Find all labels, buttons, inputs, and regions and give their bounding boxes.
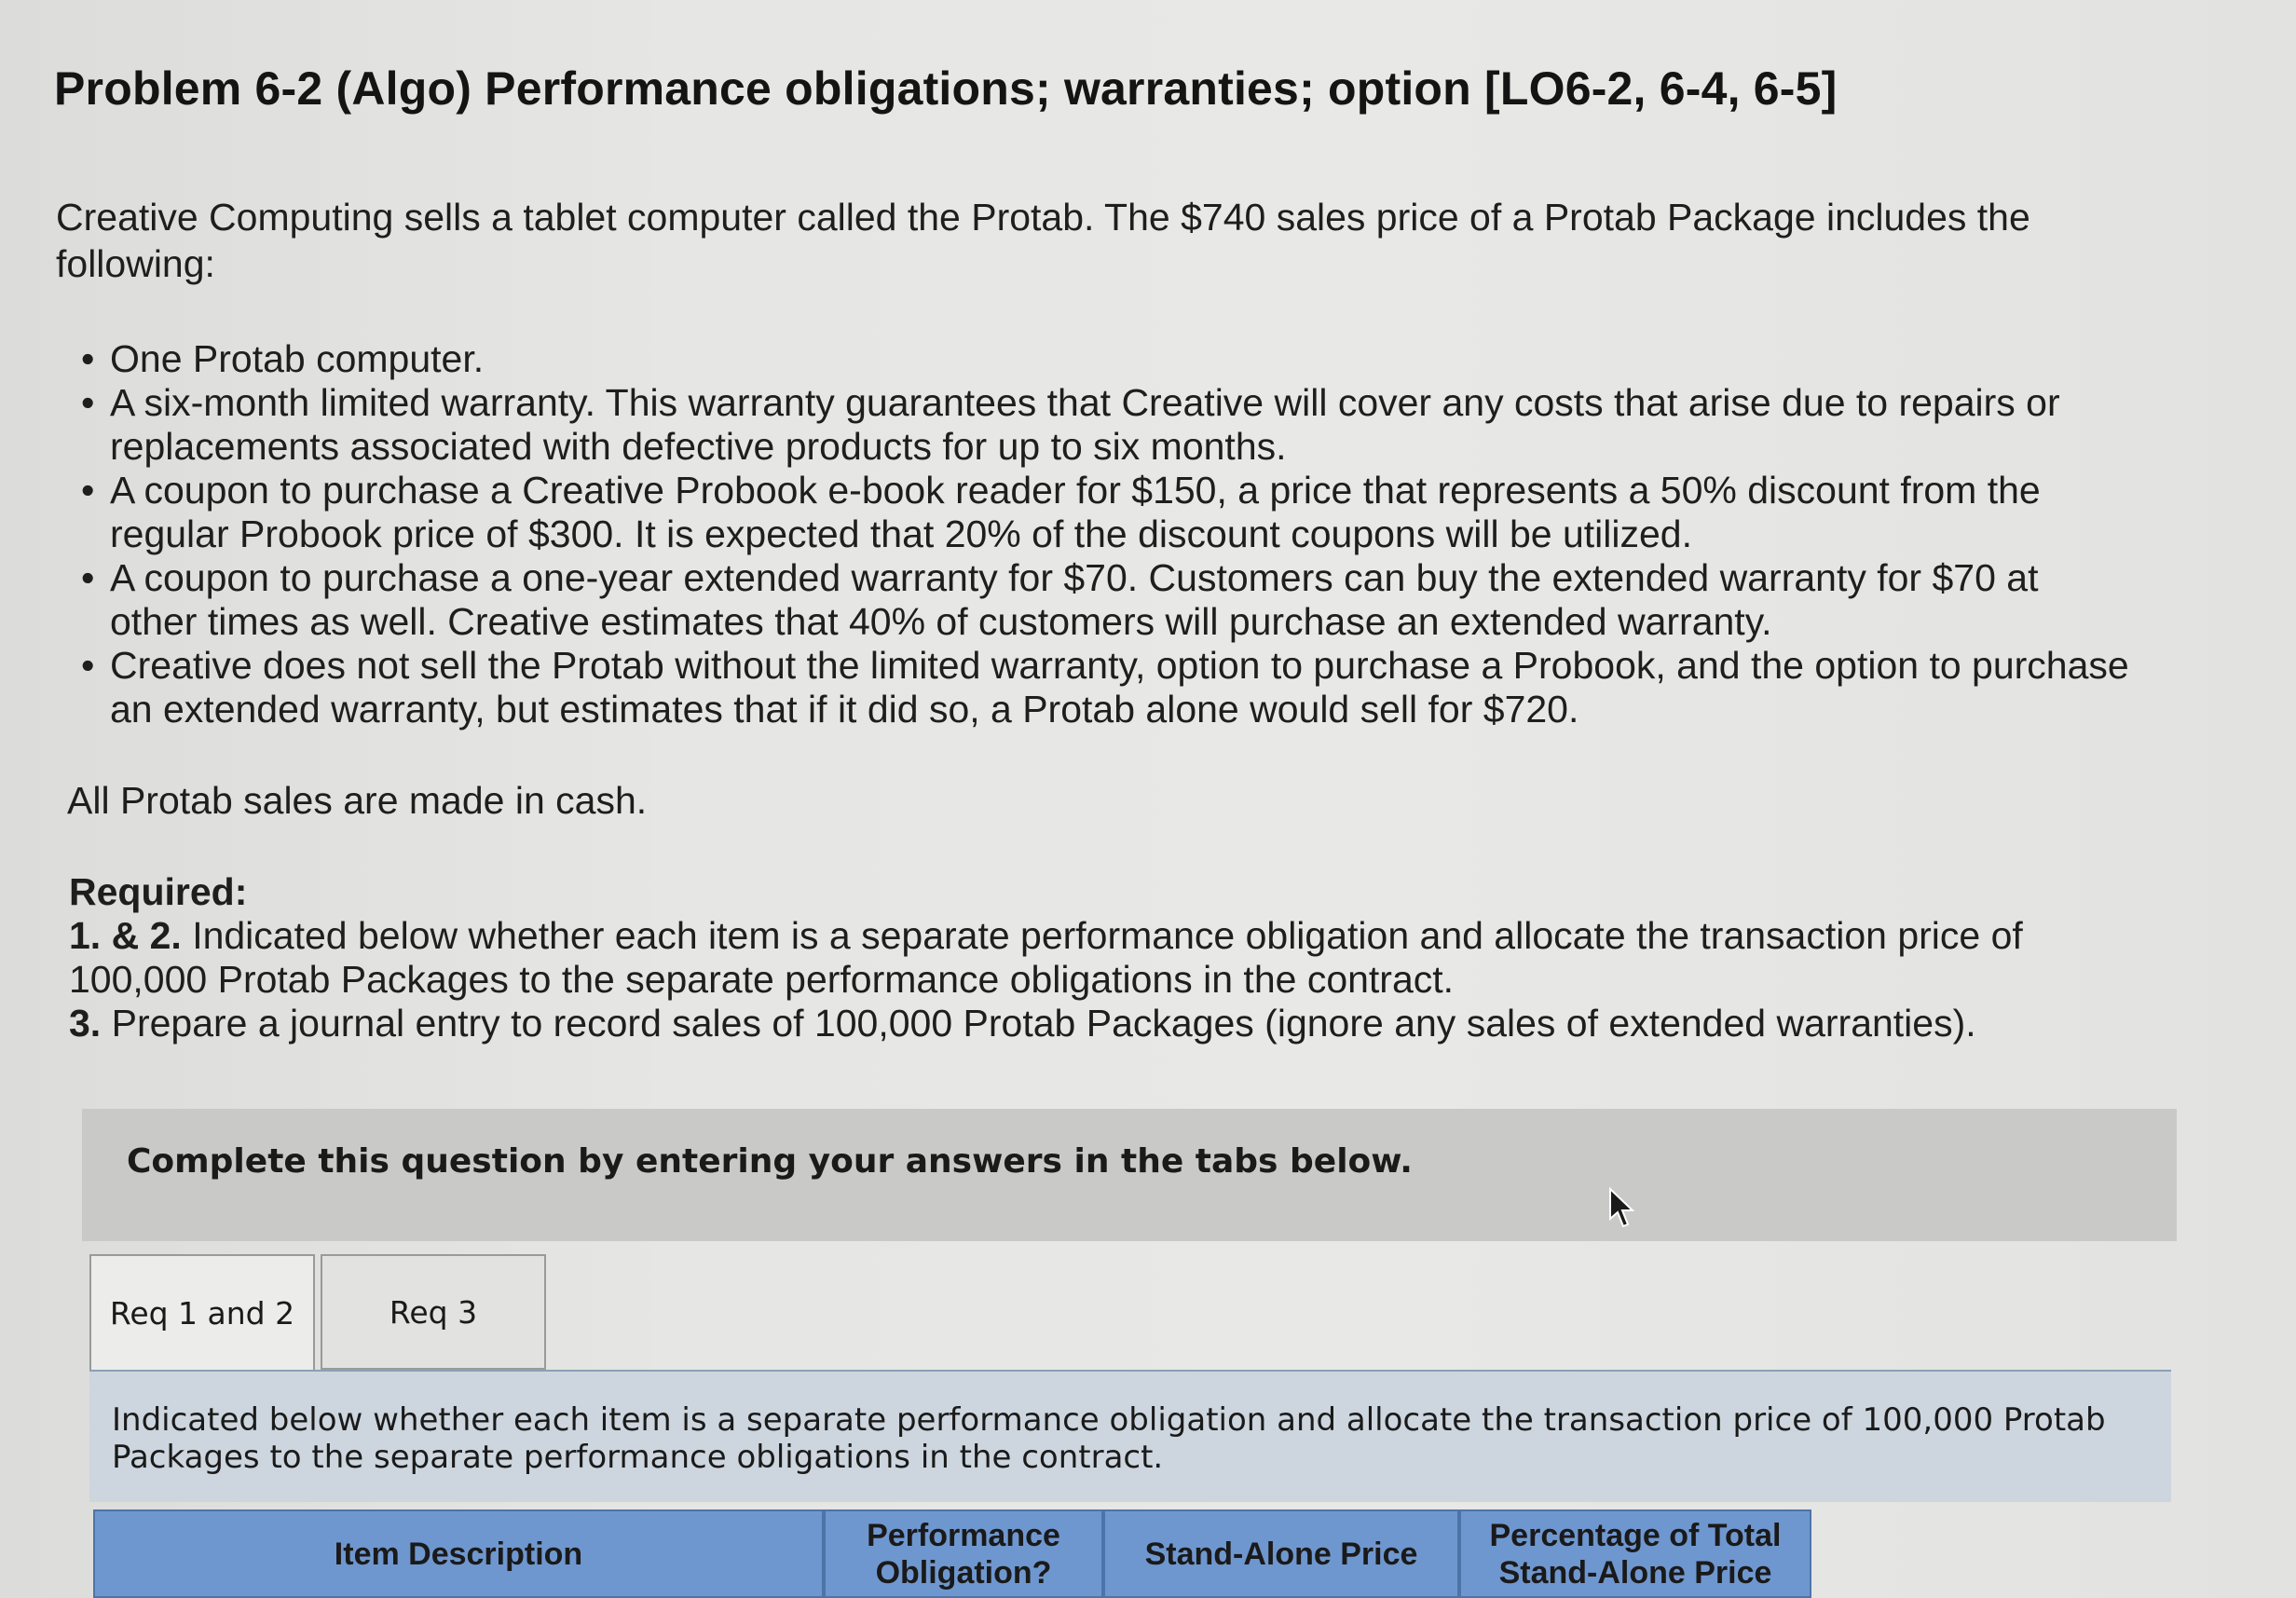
list-item <box>56 337 2134 381</box>
list-item-text: A six-month limited warranty. This warranty guarantees that Creative will cover any costs that arise due to repairs or replacements associated with defective products for up to six months. <box>110 381 2060 468</box>
tab-panel-text: Indicated below whether each item is a separate performance obligation and allocate the transaction price of 100,000 Protab Packages to the separate performance obligations in the contract. <box>112 1401 2106 1476</box>
list-item <box>56 644 2134 731</box>
tab-req-3[interactable]: Req 3 <box>321 1254 546 1370</box>
required-heading: Required: <box>69 870 248 913</box>
allocation-table-header <box>93 1509 1811 1598</box>
bullet-icon: • <box>81 644 95 687</box>
instruction-text: Complete this question by entering your answers in the tabs below. <box>127 1142 1413 1181</box>
required-item-1 <box>69 914 2119 1002</box>
problem-title: Problem 6-2 (Algo) Performance obligations; warranties; option [LO6-2, 6-4, 6-5] <box>54 62 1838 115</box>
required-item-text: Prepare a journal entry to record sales of 100,000 Protab Packages (ignore any sales of extended warranties). <box>111 1002 1976 1045</box>
column-header-performance-obligation: Performance Obligation? <box>824 1509 1103 1598</box>
list-item <box>56 556 2134 644</box>
list-item <box>56 469 2134 556</box>
mouse-cursor-icon <box>1608 1187 1636 1230</box>
required-item-number: 3. <box>69 1002 102 1045</box>
list-item <box>56 381 2134 469</box>
instruction-banner <box>82 1109 2177 1241</box>
list-item-text: Creative does not sell the Protab without the limited warranty, option to purchase a Probook, and the option to purchase an extended warranty, but estimates that if it did so, a Protab alone would sell for $720. <box>110 644 2129 731</box>
bullet-icon: • <box>81 469 95 512</box>
required-item-number: 1. & 2. <box>69 914 182 957</box>
tab-panel-instructions <box>89 1370 2171 1502</box>
required-section <box>69 870 2119 1045</box>
required-item-text: Indicated below whether each item is a separate performance obligation and allocate the transaction price of 100,000 Protab Packages to the separate performance obligations in the contract. <box>69 914 2023 1001</box>
list-item-text: One Protab computer. <box>110 337 485 380</box>
tab-req-1-and-2[interactable]: Req 1 and 2 <box>89 1254 315 1370</box>
cash-note: All Protab sales are made in cash. <box>67 779 648 822</box>
bullet-icon: • <box>81 337 95 380</box>
list-item-text: A coupon to purchase a one-year extended warranty for $70. Customers can buy the extended warranty for $70 at other times as well. Creative estimates that 40% of customers will purchase an extended warranty. <box>110 556 2039 643</box>
bullet-icon: • <box>81 381 95 424</box>
required-item-2 <box>69 1002 2119 1045</box>
column-header-stand-alone-price: Stand-Alone Price <box>1103 1509 1459 1598</box>
bullet-icon: • <box>81 556 95 599</box>
problem-intro: Creative Computing sells a tablet computer called the Protab. The $740 sales price of a Protab Package includes the following: <box>56 196 2030 285</box>
list-item-text: A coupon to purchase a Creative Probook e-book reader for $150, a price that represents a 50% discount from the regular Probook price of $300. It is expected that 20% of the discount coupons will be utilized. <box>110 469 2041 555</box>
package-items-list <box>56 337 2134 731</box>
column-header-percentage-of-total: Percentage of Total Stand-Alone Price <box>1459 1509 1811 1598</box>
column-header-item-description: Item Description <box>93 1509 824 1598</box>
